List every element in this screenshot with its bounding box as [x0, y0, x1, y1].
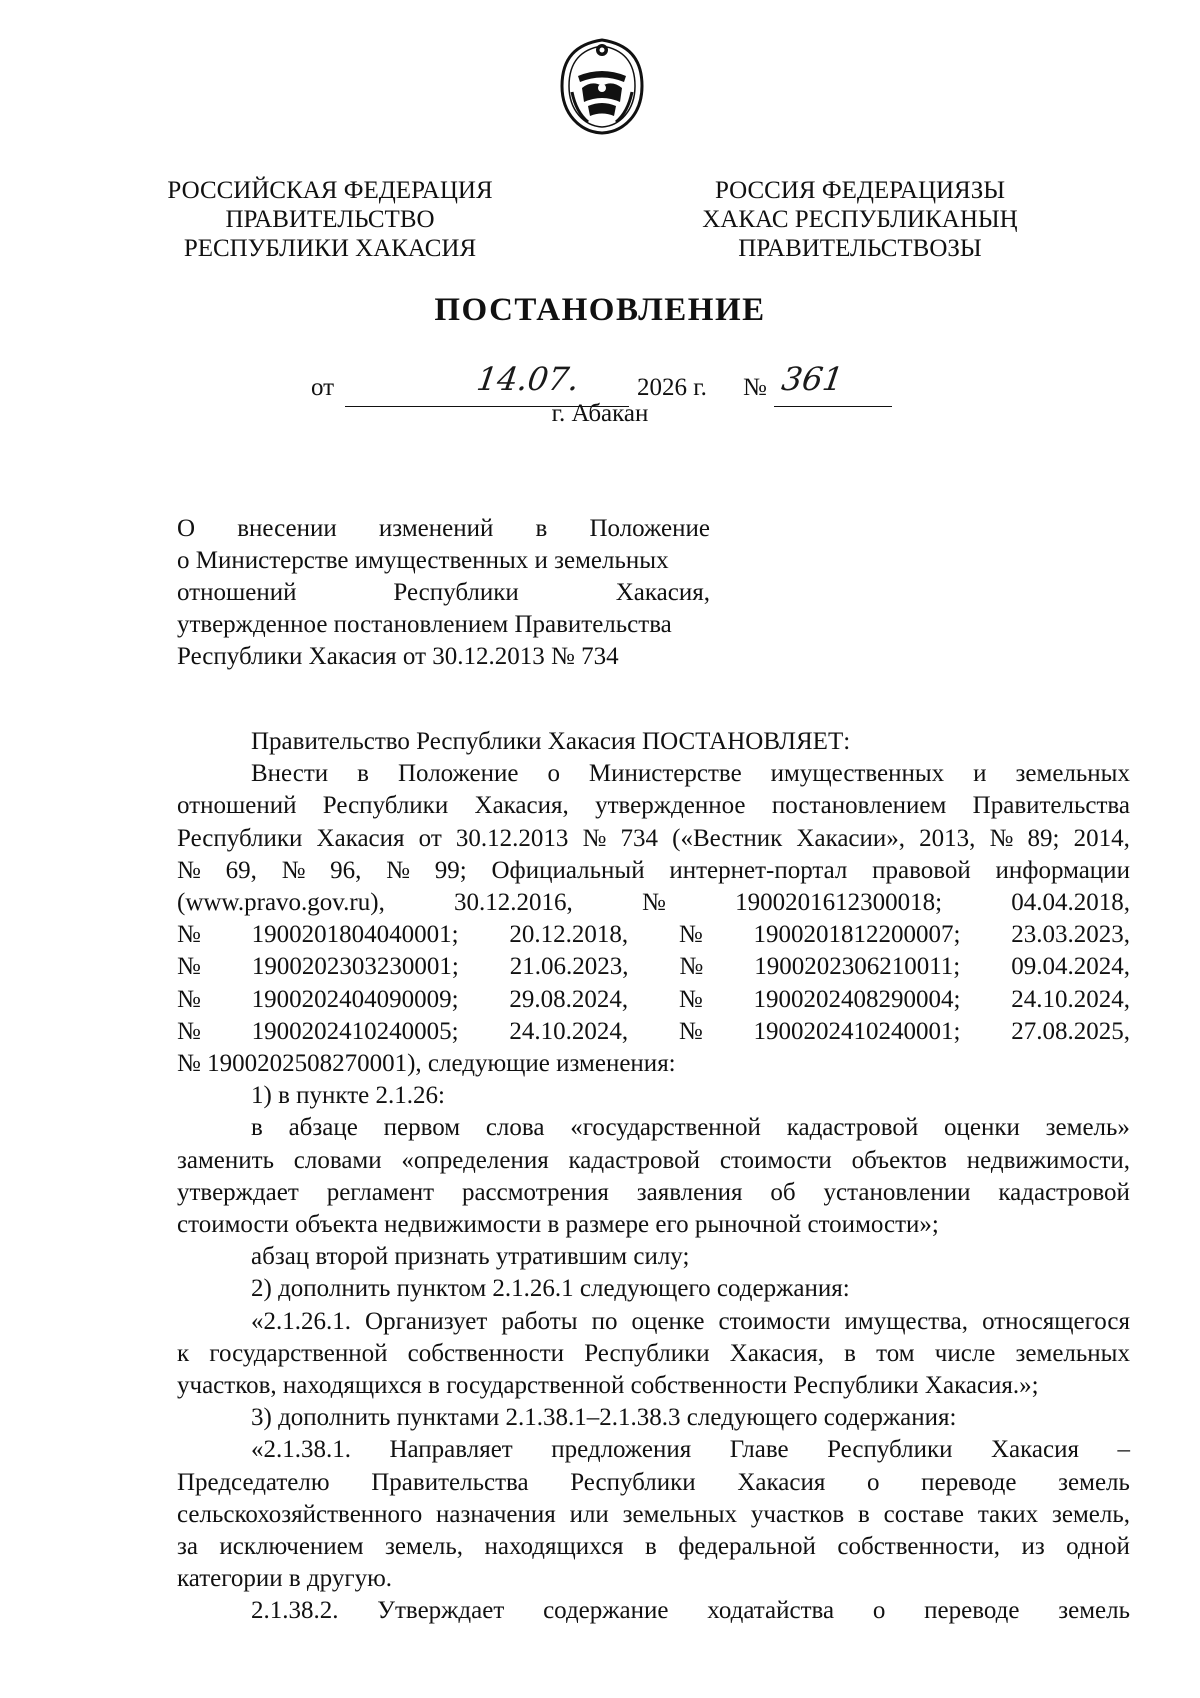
word: в	[844, 1339, 856, 1367]
word: регламент	[326, 1178, 435, 1206]
ref-cell: №	[679, 953, 704, 981]
body-text	[177, 726, 1130, 1628]
word: Республики	[584, 1339, 710, 1367]
word: кадастровой	[568, 1146, 701, 1174]
word: 89;	[1027, 824, 1060, 852]
word: оценки	[944, 1114, 1020, 1142]
word: земель,	[385, 1533, 464, 1561]
word: словами	[293, 1146, 382, 1174]
word: находящихся	[484, 1533, 624, 1561]
word: оценке	[631, 1307, 705, 1335]
preamble: Правительство Республики Хакасия ПОСТАНОВЛЯЕТ:	[251, 728, 851, 755]
item3-p2-line-1	[177, 1595, 1130, 1627]
ref-cell: 1900201612300018;	[735, 889, 943, 917]
word: Организует	[365, 1307, 488, 1335]
word: из	[1021, 1533, 1045, 1561]
word: Внести	[251, 760, 329, 788]
date-year: 2026 г.	[637, 374, 707, 401]
word: числе	[934, 1339, 996, 1367]
word: 69,	[225, 856, 257, 884]
word: Главе	[729, 1436, 789, 1464]
ref-cell: 04.04.2018,	[1011, 889, 1130, 917]
word: Хакасия	[737, 1468, 826, 1496]
item3-p1-line-5: категории в другую.	[177, 1565, 393, 1593]
word: к	[177, 1339, 190, 1367]
ref-cell: 09.04.2024,	[1011, 953, 1130, 981]
subject-block	[177, 513, 710, 673]
word: объектов	[851, 1146, 947, 1174]
word: Республики	[827, 1436, 953, 1464]
word: Министерстве	[588, 760, 742, 788]
header-right-line-1: РОССИЯ ФЕДЕРАЦИЯЗЫ	[714, 177, 1006, 204]
word: Направляет	[389, 1436, 513, 1464]
item3-p1-line-3	[177, 1499, 1130, 1531]
subject-word: Республики	[393, 579, 519, 606]
ref-cell: 1900202404090009;	[251, 985, 459, 1013]
subject-line-2: о Министерстве имущественных и земельных	[177, 547, 669, 574]
word: переводе	[924, 1597, 1020, 1625]
ref-cell: №	[177, 921, 201, 949]
subject-word: Положение	[589, 515, 710, 542]
subject-word: Хакасия,	[615, 579, 710, 606]
word: 734	[620, 824, 659, 852]
word: об	[770, 1178, 796, 1206]
word: земель	[1058, 1468, 1130, 1496]
word: переводе	[921, 1468, 1017, 1496]
subject-word: изменений	[378, 515, 494, 542]
ref-cell: 1900202410240005;	[251, 1017, 459, 1045]
word: за	[177, 1533, 198, 1561]
header-left-line-3: РЕСПУБЛИКИ ХАКАСИЯ	[183, 235, 477, 262]
item2-text-line-1	[177, 1306, 1130, 1338]
header-right-line-3: ПРАВИТЕЛЬСТВОЗЫ	[738, 235, 982, 262]
refs-row-2	[177, 919, 1130, 951]
word: 30.12.2013	[455, 824, 569, 852]
ref-cell: №	[678, 921, 703, 949]
word: стоимости	[718, 1307, 831, 1335]
intro-line-1	[177, 758, 1130, 790]
header-right	[680, 176, 1040, 263]
word: таких	[977, 1500, 1039, 1528]
ref-cell: 1900202303230001;	[251, 953, 459, 981]
word: земельных	[1015, 760, 1130, 788]
word: том	[876, 1339, 915, 1367]
item3-p1-line-2	[177, 1467, 1130, 1499]
intro-line-3	[177, 823, 1130, 855]
word: земель»	[1045, 1114, 1130, 1142]
word: или	[569, 1500, 609, 1528]
ref-cell: 27.08.2025,	[1011, 1017, 1130, 1045]
subject-word: внесении	[237, 515, 337, 542]
number-handwritten: 361	[779, 360, 846, 398]
word: содержание	[543, 1597, 669, 1625]
word: Хакасия	[316, 824, 405, 852]
refs-row-4	[177, 984, 1130, 1016]
item3-p1-line-1	[177, 1434, 1130, 1466]
word: Правительства	[371, 1468, 529, 1496]
word: в	[357, 760, 369, 788]
item-3: 3) дополнить пунктами 2.1.38.1–2.1.38.3 следующего содержания:	[251, 1404, 957, 1432]
word: интернет-портал	[669, 856, 848, 884]
ref-cell: №	[678, 985, 703, 1013]
word: отношений	[177, 792, 297, 820]
word: недвижимости,	[966, 1146, 1130, 1174]
word: кадастровой	[998, 1178, 1130, 1206]
word: 2.1.38.2.	[251, 1597, 339, 1625]
word: в	[644, 1533, 657, 1561]
item-2: 2) дополнить пунктом 2.1.26.1 следующего содержания:	[251, 1275, 850, 1303]
word: «2.1.38.1.	[251, 1436, 351, 1464]
ref-cell: №	[642, 889, 666, 917]
item1-para1-line-2	[177, 1145, 1130, 1177]
ref-cell: 1900201812200007;	[753, 921, 961, 949]
number-label: №	[743, 374, 767, 401]
word: Председателю	[177, 1468, 330, 1496]
ref-cell: №	[177, 985, 201, 1013]
word: в	[858, 1500, 870, 1528]
ref-cell: №	[177, 953, 201, 981]
refs-row-1	[177, 887, 1130, 919]
word: Хакасия,	[474, 792, 569, 820]
ref-cell: 30.12.2016,	[454, 889, 573, 917]
word: Хакасия	[990, 1436, 1079, 1464]
header-right-line-2: ХАКАС РЕСПУБЛИКАНЫҢ	[702, 206, 1018, 233]
word: о	[547, 760, 560, 788]
ref-cell: 29.08.2024,	[509, 985, 629, 1013]
item1-para2: абзац второй признать утратившим силу;	[251, 1243, 690, 1271]
item1-para1-line-3	[177, 1177, 1130, 1209]
word: информации	[995, 856, 1130, 884]
ref-cell: 24.10.2024,	[509, 1017, 629, 1045]
city: г. Абакан	[551, 400, 649, 427]
ref-cell: 1900202408290004;	[753, 985, 961, 1013]
word: предложения	[551, 1436, 692, 1464]
item2-text-line-2	[177, 1338, 1130, 1370]
word: земельных	[1015, 1339, 1130, 1367]
ref-cell: №	[177, 1017, 201, 1045]
word: Хакасия,	[729, 1339, 825, 1367]
refs-end: № 1900202508270001), следующие изменения:	[177, 1050, 676, 1078]
word: о	[872, 1597, 886, 1625]
item1-para1-line-4: стоимости объекта недвижимости в размере его рыночной стоимости»;	[177, 1211, 939, 1239]
word: земель,	[1051, 1500, 1130, 1528]
ref-cell: 20.12.2018,	[509, 921, 629, 949]
word: слова	[485, 1114, 545, 1142]
word: утверждает	[177, 1178, 299, 1206]
word: собственности,	[837, 1533, 1000, 1561]
header-left-line-1: РОССИЙСКАЯ ФЕДЕРАЦИЯ	[167, 177, 493, 204]
word: рассмотрения	[461, 1178, 609, 1206]
word: утвержденное	[595, 792, 746, 820]
ref-cell: 23.03.2023,	[1011, 921, 1130, 949]
document-title: ПОСТАНОВЛЕНИЕ	[434, 292, 766, 328]
word: федеральной	[678, 1533, 816, 1561]
word: имущества,	[844, 1307, 969, 1335]
subject-line-3	[177, 577, 710, 609]
ref-cell: 24.10.2024,	[1011, 985, 1130, 1013]
word: в	[251, 1114, 263, 1142]
word: назначения	[436, 1500, 556, 1528]
word: работы	[501, 1307, 578, 1335]
word: Хакасии»,	[796, 824, 906, 852]
word: кадастровой	[786, 1114, 919, 1142]
ref-cell: №	[678, 1017, 703, 1045]
word: заменить	[177, 1146, 274, 1174]
word: абзаце	[288, 1114, 358, 1142]
word: земельных	[622, 1500, 738, 1528]
subject-word: в	[535, 515, 548, 542]
word: от	[418, 824, 442, 852]
word: №	[582, 824, 607, 852]
word: постановлением	[771, 792, 947, 820]
ref-cell: 1900202306210011;	[754, 953, 961, 981]
word: исключением	[219, 1533, 364, 1561]
subject-line-4: утвержденное постановлением Правительства	[177, 611, 672, 638]
word: государственной	[209, 1339, 388, 1367]
word: относящегося	[982, 1307, 1130, 1335]
word: собственности	[407, 1339, 565, 1367]
intro-line-2	[177, 790, 1130, 822]
word: («Вестник	[672, 824, 783, 852]
word: по	[591, 1307, 618, 1335]
word: №	[989, 824, 1014, 852]
word: 96,	[330, 856, 362, 884]
ref-cell: 1900202410240001;	[753, 1017, 961, 1045]
item3-p1-line-4	[177, 1531, 1130, 1563]
word: №	[281, 856, 306, 884]
subject-line-1	[177, 513, 710, 545]
coat-of-arms-icon	[558, 36, 646, 136]
word: сельскохозяйственного	[177, 1500, 423, 1528]
header-left-line-2: ПРАВИТЕЛЬСТВО	[225, 206, 435, 233]
date-handwritten: 14.07.	[474, 360, 582, 398]
word: заявления	[636, 1178, 743, 1206]
ref-cell: (www.pravo.gov.ru),	[177, 889, 385, 917]
refs-row-5	[177, 1016, 1130, 1048]
word: Республики	[322, 792, 449, 820]
word: одной	[1066, 1533, 1130, 1561]
word: установлении	[823, 1178, 971, 1206]
word: Утверждает	[377, 1597, 505, 1625]
word: №	[177, 856, 201, 884]
word: первом	[383, 1114, 461, 1142]
word: 2013,	[919, 824, 976, 852]
header-left	[150, 176, 510, 263]
word: о	[867, 1468, 880, 1496]
ref-cell: 21.06.2023,	[509, 953, 629, 981]
word: –	[1117, 1436, 1130, 1464]
word: «государственной	[570, 1114, 761, 1142]
word: ходатайства	[707, 1597, 835, 1625]
item-1: 1) в пункте 2.1.26:	[251, 1082, 445, 1110]
word: 99;	[434, 856, 467, 884]
date-prefix: от	[311, 374, 335, 401]
word: участков	[750, 1500, 845, 1528]
refs-row-3	[177, 951, 1130, 983]
word: Официальный	[491, 856, 645, 884]
intro-line-4	[177, 855, 1130, 887]
word: правовой	[872, 856, 971, 884]
word: стоимости	[719, 1146, 832, 1174]
word: Положение	[397, 760, 519, 788]
word: Правительства	[972, 792, 1130, 820]
subject-word: О	[177, 515, 196, 542]
word: имущественных	[770, 760, 945, 788]
word: «2.1.26.1.	[251, 1307, 351, 1335]
subject-line-5: Республики Хакасия от 30.12.2013 № 734	[177, 643, 619, 670]
word: составе	[883, 1500, 965, 1528]
ref-cell: 1900201804040001;	[251, 921, 459, 949]
word: 2014,	[1073, 824, 1130, 852]
item2-text-line-3: участков, находящихся в государственной собственности Республики Хакасия.»;	[177, 1372, 1039, 1400]
item1-para1-line-1	[177, 1112, 1130, 1144]
word: №	[386, 856, 411, 884]
subject-word: отношений	[177, 579, 297, 606]
word: «определения	[401, 1146, 549, 1174]
word: и	[973, 760, 987, 788]
word: Республики	[177, 824, 303, 852]
word: земель	[1058, 1597, 1130, 1625]
word: Республики	[570, 1468, 696, 1496]
